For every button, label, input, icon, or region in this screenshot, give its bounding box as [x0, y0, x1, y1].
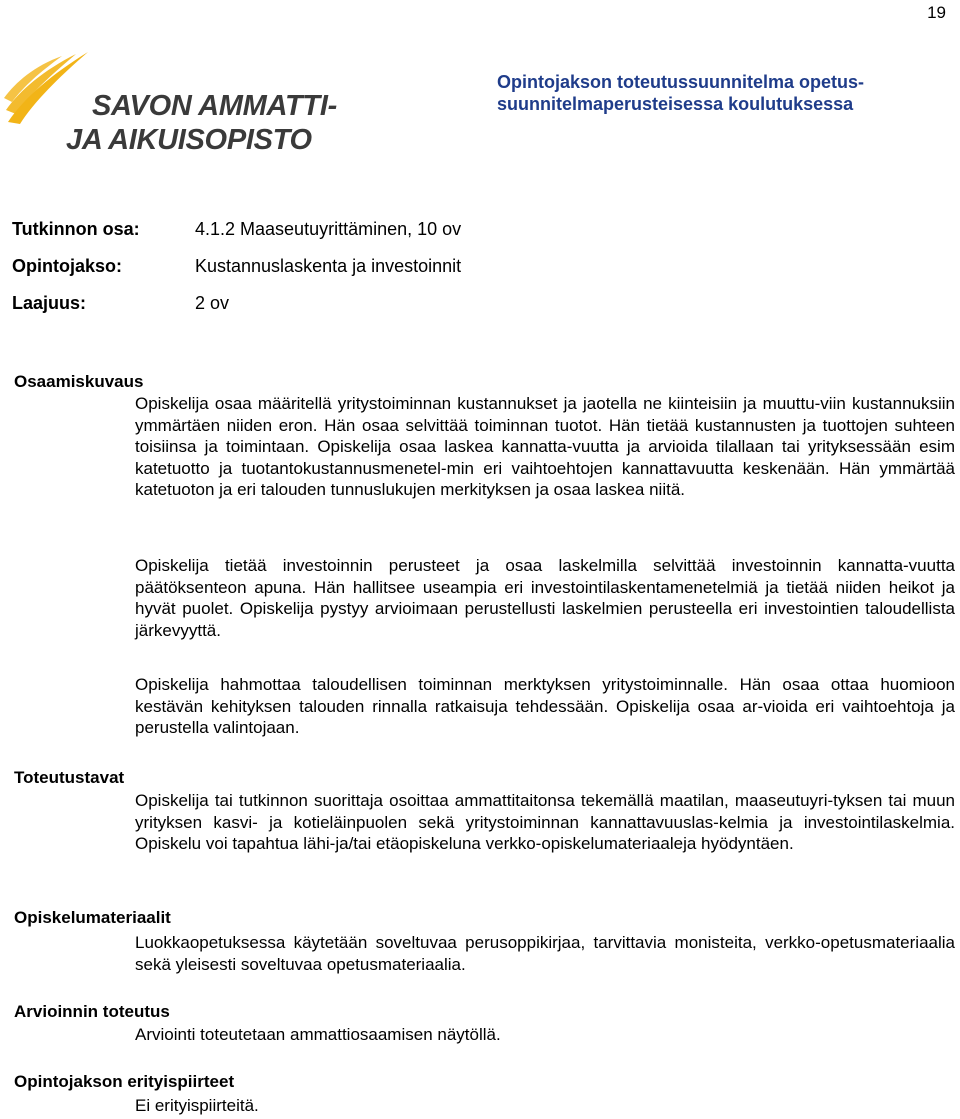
school-logo — [4, 48, 337, 158]
logo-text-line1: SAVON AMMATTI- — [92, 90, 337, 122]
competence-paragraph-2: Opiskelija tietää investoinnin perusteet ja osaa laskelmilla selvittää investoinnin kannatta-vuutta päätöksenteon apuna. Hän hallitsee useampia eri investointilaskentamenetelmiä ja tietää niiden heikot ja hyvät puolet. Opiskelija pystyy arvioimaan perustellusti laskelmien perusteella eri investointien taloudellista järkevyyttä. — [135, 556, 955, 640]
implementation-heading: Toteutustavat — [14, 768, 125, 787]
implementation-paragraph: Opiskelija tai tutkinnon suorittaja osoittaa ammattitaitonsa tekemällä maatilan, maaseutuyri-tyksen tai muun yrityksen kasvi- ja kotieläinpuolen sekä yritystoiminnan kannattavuuslas-kelmia ja investointilaskelmia. Opiskelu voi tapahtua lähi-ja/tai etäopiskeluna verkko-opiskelumateriaaleja hyödyntäen. — [135, 791, 955, 853]
scope-value: 2 ov — [195, 293, 230, 313]
assessment-heading: Arvioinnin toteutus — [14, 1002, 170, 1021]
special-features-paragraph: Ei erityispiirteitä. — [135, 1096, 259, 1115]
materials-heading: Opiskelumateriaalit — [14, 908, 171, 927]
unit-value: 4.1.2 Maaseutuyrittäminen, 10 ov — [195, 219, 462, 239]
logo-text-line2: JA AIKUISOPISTO — [66, 124, 312, 156]
competence-heading: Osaamiskuvaus — [14, 372, 144, 391]
materials-paragraph: Luokkaopetuksessa käytetään soveltuvaa perusoppikirjaa, tarvittavia monisteita, verkko-opetusmateriaalia sekä yleisesti soveltuvaa opetusmateriaalia. — [135, 933, 955, 974]
course-label: Opintojakso: — [12, 256, 123, 276]
scope-label: Laajuus: — [12, 293, 87, 313]
special-features-heading: Opintojakson erityispiirteet — [14, 1072, 235, 1091]
logo-swoosh-icon — [4, 48, 94, 128]
assessment-paragraph: Arviointi toteutetaan ammattiosaamisen näytöllä. — [135, 1025, 501, 1044]
unit-label: Tutkinnon osa: — [12, 219, 140, 239]
competence-paragraph-1: Opiskelija osaa määritellä yritystoiminnan kustannukset ja jaotella ne kiinteisiin ja muuttu-viin kustannuksiin ymmärtäen niiden eron. Hän osaa selvittää toiminnan tuotot. Hän tietää kustannusten ja tuottojen suhteen toisiinsa ja toimintaan. Opiskelija osaa laskea kannatta-vuutta ja arvioida tilallaan tai yrityksessään esim katetuotto ja tuotantokustannusmenetel-min eri vaihtoehtojen kannattavuutta keskenään. Hän ymmärtää katetuoton ja eri talouden tunnuslukujen merkityksen ja osaa laskea niitä. — [135, 394, 955, 499]
competence-paragraph-3: Opiskelija hahmottaa taloudellisen toiminnan merktyksen yritystoiminnalle. Hän osaa ottaa huomioon kestävän kehityksen talouden rinnalla ratkaisuja tehdessään. Opiskelija osaa ar-vioida eri vaihtoehtoja ja perustella valintojaan. — [135, 675, 955, 737]
document-title: Opintojakson toteutussuunnitelma opetus-suunnitelmaperusteisessa koulutuksessa — [497, 72, 865, 114]
page-number: 19 — [927, 3, 946, 22]
course-value: Kustannuslaskenta ja investoinnit — [195, 256, 462, 276]
